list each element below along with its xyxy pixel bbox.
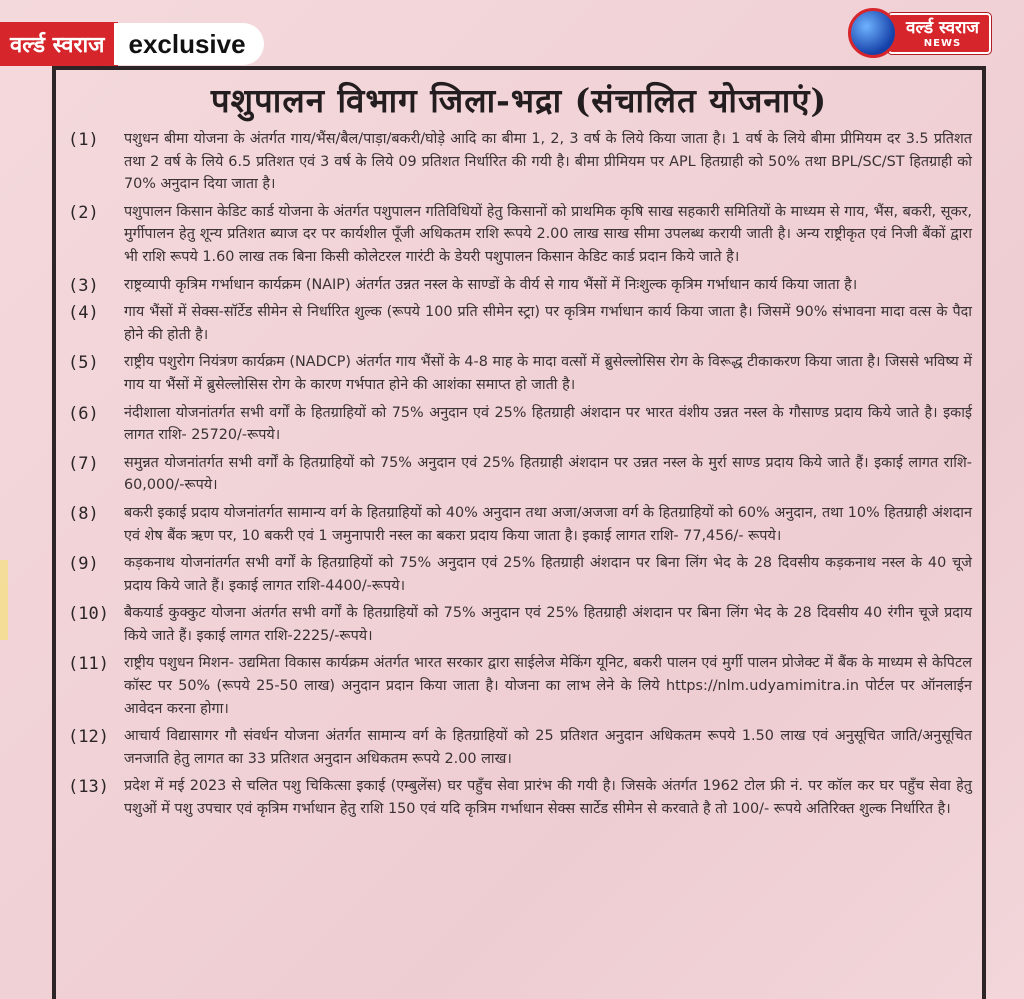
channel-logo bbox=[848, 4, 1006, 62]
logo-title: वर्ल्ड स्वराज bbox=[906, 17, 980, 38]
scheme-list bbox=[68, 128, 972, 826]
list-item bbox=[68, 652, 972, 720]
item-text: नंदीशाला योजनांतर्गत सभी वर्गों के हितग्राहियों को 75% अनुदान एवं 25% हितग्राही अंशदान पर भारत वंशीय उन्नत नस्ल के गौसाण्ड प्रदाय किये जाते है। इकाई लागत राशि- 25720/-रूपये। bbox=[124, 404, 972, 444]
item-number: (6) bbox=[68, 403, 99, 424]
globe-icon bbox=[848, 8, 898, 58]
item-number: (7) bbox=[68, 453, 99, 474]
item-text: कड़कनाथ योजनांतर्गत सभी वर्गों के हितग्राहियों को 75% अनुदान एवं 25% हितग्राही अंशदान पर बिना लिंग भेद के 28 दिवसीय कड़कनाथ नस्ल के 40 चूजे प्रदाय किये जाते हैं। इकाई लागत राशि-4400/-रूपये। bbox=[124, 555, 972, 594]
brand-strip bbox=[0, 22, 264, 66]
item-text: गाय भैंसों में सेक्स-सॉर्टेड सीमेन से निर्धारित शुल्क (रूपये 100 प्रति सीमेन स्ट्रा) पर कृत्रिम गर्भाधान कार्य किया जाता है। जिसमें 90% संभावना मादा वत्स के पैदा होने की होती है। bbox=[124, 304, 972, 343]
item-number: (11) bbox=[68, 654, 109, 675]
list-item bbox=[68, 775, 972, 820]
notice-heading: पशुपालन विभाग जिला-भद्रा (संचालित योजनाएं) bbox=[210, 81, 828, 120]
item-text: आचार्य विद्यासागर गौ संवर्धन योजना अंतर्गत सामान्य वर्ग के हितग्राहियों को 25 प्रतिशत अनुदान अधिकतम रूपये 1.50 लाख एवं अनुसूचित जाति/अनुसूचित जनजाति हेतु लागत का 33 प्रतिशत अनुदान अधिकतम रूपये 2.00 लाख। bbox=[124, 728, 972, 767]
notice-board bbox=[52, 66, 986, 999]
item-number: (3) bbox=[68, 275, 99, 296]
list-item bbox=[68, 201, 972, 269]
logo-box bbox=[888, 13, 991, 54]
list-item bbox=[68, 351, 972, 396]
item-text: राष्ट्रव्यापी कृत्रिम गर्भाधान कार्यक्रम (NAIP) अंतर्गत उन्नत नस्ल के साण्डों के वीर्य से गाय भैंसों में निःशुल्क कृत्रिम गर्भाधान कार्य किया जाता है। bbox=[124, 276, 858, 293]
item-text: पशुपालन किसान केडिट कार्ड योजना के अंतर्गत पशुपालन गतिविधियों हेतु किसानों को प्राथमिक कृषि साख सहकारी समितियों के माध्यम से गाय, भैंस, बकरी, सूकर, मुर्गीपालन हेतु शून्य प्रतिशत ब्याज दर पर कार्यशील पूँजी अधिकतम राशि रूपये 2.00 लाख साख सीमा उपलब्ध करायी जाती है। अन्य राष्ट्रीकृत एवं निजी बैंकों द्वारा भी राशि रूपये 1.60 लाख तक बिना किसी कोलेटरल गारंटी के डेयरी पशुपालन किसान केडिट कार्ड प्रदान किये जाते है। bbox=[124, 203, 972, 265]
list-item bbox=[68, 602, 972, 647]
item-text: राष्ट्रीय पशुरोग नियंत्रण कार्यक्रम (NADCP) अंतर्गत गाय भैंसों के 4-8 माह के मादा वत्सों में ब्रुसेल्लोसिस रोग के विरूद्ध टीकाकरण किया जाता है। जिससे भविष्य में गाय या भैंसों में ब्रुसेल्लोसिस रोग के कारण गर्भपात होने की आशंका समाप्त हो जाती है। bbox=[124, 354, 972, 393]
item-number: (4) bbox=[68, 303, 99, 324]
list-item bbox=[68, 452, 972, 497]
list-item bbox=[68, 502, 972, 547]
item-text: बकरी इकाई प्रदाय योजनांतर्गत सामान्य वर्ग के हितग्राहियों को 40% अनुदान तथा अजा/अजजा वर्ग के हितग्राहियों को 60% अनुदान, तथा 10% हितग्राही अंशदान एवं शेष बैंक ऋण पर, 10 बकरी एवं 1 जमुनापारी नस्ल का बकरा प्रदाय किया जाता है। इकाई लागत राशि- 77,456/- रूपये। bbox=[124, 504, 972, 544]
edge-highlight bbox=[0, 560, 8, 640]
list-item bbox=[68, 402, 972, 447]
item-text: राष्ट्रीय पशुधन मिशन- उद्यमिता विकास कार्यक्रम अंतर्गत भारत सरकार द्वारा साईलेज मेकिंग यूनिट, बकरी पालन एवं मुर्गी पालन प्रोजेक्ट में बैंक के माध्यम से केपिटल कॉस्ट पर 50% (रूपये 25-50 लाख) अनुदान प्रदान किया जाता है। योजना का लाभ लेने के लिये https://nlm.udyamimitra.in पोर्टल पर ऑनलाईन आवेदन करना होगा। bbox=[124, 655, 972, 717]
list-item bbox=[68, 552, 972, 597]
item-number: (13) bbox=[68, 777, 109, 798]
item-number: (2) bbox=[68, 202, 99, 223]
item-text: प्रदेश में मई 2023 से चलित पशु चिकित्सा इकाई (एम्बुलेंस) घर पहुँच सेवा प्रारंभ की गयी है। जिसके अंतर्गत 1962 टोल फ्री नं. पर कॉल कर घर पहुँच सेवा हेतु पशुओं में पशु उपचार एवं कृत्रिम गर्भाधान हेतु राशि 150 एवं यदि कृत्रिम गर्भाधान सेक्स सार्टेड सीमेन से करवाते है तो 100/- रूपये अतिरिक्त शुल्क निर्धारित है। bbox=[124, 778, 972, 818]
item-number: (10) bbox=[68, 604, 109, 625]
item-text: पशुधन बीमा योजना के अंतर्गत गाय/भैंस/बैल/पाड़ा/बकरी/घोड़े आदि का बीमा 1, 2, 3 वर्ष के लिये किया जाता है। 1 वर्ष के लिये बीमा प्रीमियम दर 3.5 प्रतिशत तथा 2 वर्ष के लिये 6.5 प्रतिशत एवं 3 वर्ष के लिये 09 प्रतिशत निर्धारित की गयी है। बीमा प्रीमियम पर APL हितग्राही को 50% तथा BPL/SC/ST हितग्राही को 70% अनुदान दिया जाता है। bbox=[124, 131, 972, 193]
item-number: (5) bbox=[68, 353, 99, 374]
list-item bbox=[68, 274, 972, 297]
item-number: (8) bbox=[68, 503, 99, 524]
item-text: बैकयार्ड कुक्कुट योजना अंतर्गत सभी वर्गों के हितग्राहियों को 75% अनुदान एवं 25% हितग्राही अंशदान पर बिना लिंग भेद के 28 दिवसीय 40 रंगीन चूजे प्रदाय किये जाते हैं। इकाई लागत राशि-2225/-रूपये। bbox=[124, 605, 972, 644]
item-number: (12) bbox=[68, 727, 109, 748]
item-number: (1) bbox=[68, 130, 99, 150]
exclusive-tag: exclusive bbox=[114, 23, 263, 65]
logo-subtitle: NEWS bbox=[923, 37, 962, 49]
item-number: (9) bbox=[68, 554, 99, 575]
item-text: समुन्नत योजनांतर्गत सभी वर्गों के हितग्राहियों को 75% अनुदान एवं 25% हितग्राही अंशदान पर उन्नत नस्ल के मुर्रा साण्ड प्रदाय किये जाते हैं। इकाई लागत राशि- 60,000/-रूपये। bbox=[124, 454, 972, 494]
brand-name: वर्ल्ड स्वराज bbox=[0, 22, 118, 66]
list-item bbox=[68, 128, 972, 196]
list-item bbox=[68, 725, 972, 770]
list-item bbox=[68, 301, 972, 346]
